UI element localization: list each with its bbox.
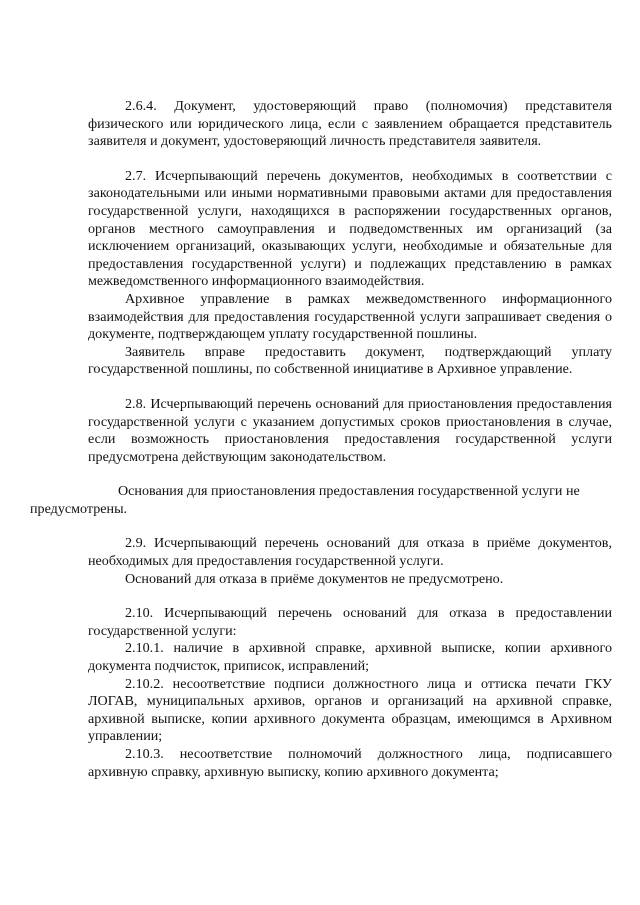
paragraph-2-7: 2.7. Исчерпывающий перечень документов, необходимых в соответствии с законодательными или иными нормативными правовыми актами для предоставления государственной услуги, находящихся в распоряжении государственных органов, органов местного самоуправления и подведомственных им организаций (за исключением организаций, оказывающих услуги, необходимые и обязательные для предоставления государственной услуги) и подлежащих представлению в рамках межведомственного информационного взаимодействия. (88, 167, 612, 290)
paragraph-no-suspension: Основания для приостановления предоставления государственной услуги не предусмотрены. (30, 483, 580, 517)
document-body (30, 98, 612, 781)
paragraph-archive-request: Архивное управление в рамках межведомственного информационного взаимодействия для предоставления государственной услуги запрашивает сведения о документе, подтверждающем уплату государственной пошлины. (88, 290, 612, 343)
paragraph-2-10-3: 2.10.3. несоответствие полномочий должностного лица, подписавшего архивную справку, архивную выписку, копию архивного документа; (88, 746, 612, 780)
paragraph-2-6-4: 2.6.4. Документ, удостоверяющий право (полномочия) представителя физического или юридического лица, если с заявлением обращается представитель заявителя и документ, удостоверяющий личность представителя заявителя. (88, 98, 612, 150)
paragraph-applicant-right: Заявитель вправе предоставить документ, подтверждающий уплату государственной пошлины, по собственной инициативе в Архивное управление. (88, 343, 612, 378)
paragraph-no-refusal-grounds: Оснований для отказа в приёме документов не предусмотрено. (125, 570, 504, 587)
paragraph-2-10: 2.10. Исчерпывающий перечень оснований для отказа в предоставлении государственной услуги: (88, 605, 612, 639)
paragraph-2-10-2: 2.10.2. несоответствие подписи должностного лица и оттиска печати ГКУ ЛОГАВ, муниципальных архивов, органов и организаций на архивной справке, архивной выписке, копии архивного документа образцам, имеющимся в Архивном управлении; (88, 675, 612, 745)
paragraph-2-10-1: 2.10.1. наличие в архивной справке, архивной выписке, копии архивного документа подчисток, приписок, исправлений; (88, 640, 612, 675)
paragraph-2-8: 2.8. Исчерпывающий перечень оснований для приостановления предоставления государственной услуги с указанием допустимых сроков приостановления в случае, если возможность приостановления предоставления государственной услуги предусмотрена действующим законодательством. (88, 395, 612, 465)
paragraph-2-9: 2.9. Исчерпывающий перечень оснований для отказа в приёме документов, необходимых для предоставления государственной услуги. (88, 535, 612, 570)
